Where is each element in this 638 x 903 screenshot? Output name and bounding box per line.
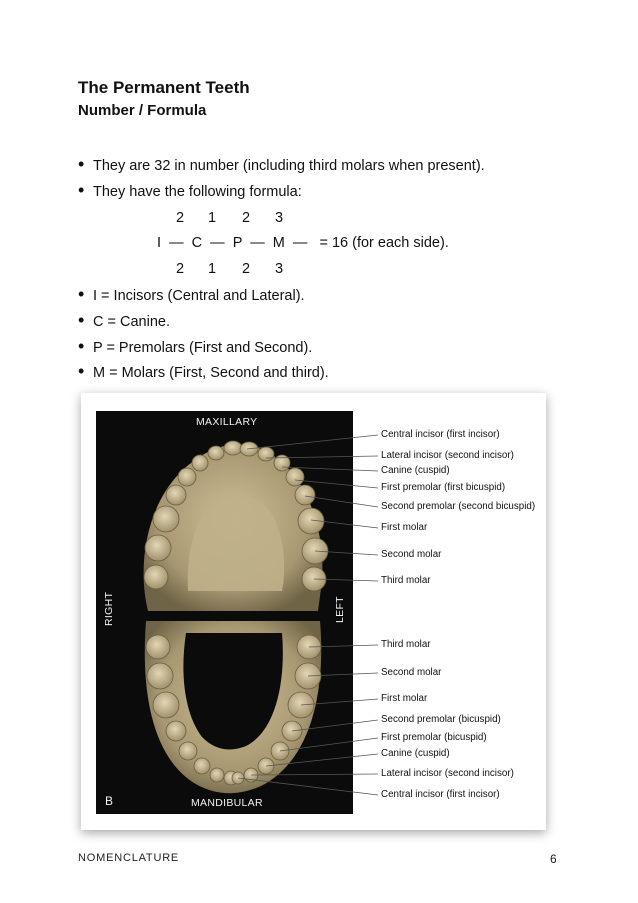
panel-letter: B (105, 794, 114, 808)
formula-lower-molar: 3 (274, 261, 284, 277)
formula-lower-premolar: 2 (241, 261, 251, 277)
tooth-label: Central incisor (first incisor) (381, 789, 500, 800)
tooth-label: First molar (381, 693, 428, 704)
bullet-text: P = Premolars (First and Second). (93, 340, 313, 356)
maxillary-label: MAXILLARY (196, 416, 258, 428)
footer-section-name: NOMENCLATURE (78, 852, 180, 864)
tooth-label: Second premolar (bicuspid) (381, 714, 501, 725)
formula-upper-incisor: 2 (175, 210, 185, 226)
dental-arches-illustration (96, 411, 353, 814)
left-side-label: LEFT (334, 596, 346, 623)
page-title: The Permanent Teeth (78, 78, 250, 97)
tooth-label: Lateral incisor (second incisor) (381, 450, 514, 461)
list-item (78, 336, 313, 356)
right-side-label: RIGHT (103, 591, 115, 626)
bullet-dot-icon: • (78, 310, 85, 330)
tooth-label: Canine (cuspid) (381, 748, 450, 759)
page-number: 6 (550, 852, 557, 866)
tooth-label: First premolar (first bicuspid) (381, 482, 506, 493)
page-subtitle: Number / Formula (78, 102, 207, 119)
formula-middle-line: I — C — P — M — = 16 (for each side). (157, 235, 449, 251)
dental-cast-photo (96, 411, 353, 814)
tooth-label: First premolar (bicuspid) (381, 732, 487, 743)
tooth-label: Lateral incisor (second incisor) (381, 768, 514, 779)
formula-upper-molar: 3 (274, 210, 284, 226)
bullet-text: I = Incisors (Central and Lateral). (93, 288, 305, 304)
bullet-text: They are 32 in number (including third molars when present). (93, 158, 485, 174)
list-item (78, 361, 329, 381)
tooth-label: Third molar (381, 575, 431, 586)
tooth-label: Central incisor (first incisor) (381, 429, 500, 440)
bullet-text: C = Canine. (93, 314, 170, 330)
mandibular-label: MANDIBULAR (191, 797, 263, 809)
bullet-dot-icon: • (78, 180, 85, 200)
tooth-label: Third molar (381, 639, 431, 650)
bullet-dot-icon: • (78, 284, 85, 304)
bullet-dot-icon: • (78, 154, 85, 174)
formula-upper-premolar: 2 (241, 210, 251, 226)
formula-upper-canine: 1 (207, 210, 217, 226)
list-item (78, 284, 305, 304)
tooth-label: Canine (cuspid) (381, 465, 450, 476)
list-item (78, 154, 485, 174)
tooth-label: Second premolar (second bicuspid) (381, 501, 536, 512)
bullet-dot-icon: • (78, 336, 85, 356)
list-item (78, 180, 302, 200)
list-item (78, 310, 170, 330)
formula-lower-canine: 1 (207, 261, 217, 277)
tooth-label: Second molar (381, 549, 442, 560)
bullet-text: M = Molars (First, Second and third). (93, 365, 329, 381)
bullet-dot-icon: • (78, 361, 85, 381)
tooth-label: Second molar (381, 667, 442, 678)
tooth-label: First molar (381, 522, 428, 533)
bullet-text: They have the following formula: (93, 184, 302, 200)
formula-lower-incisor: 2 (175, 261, 185, 277)
